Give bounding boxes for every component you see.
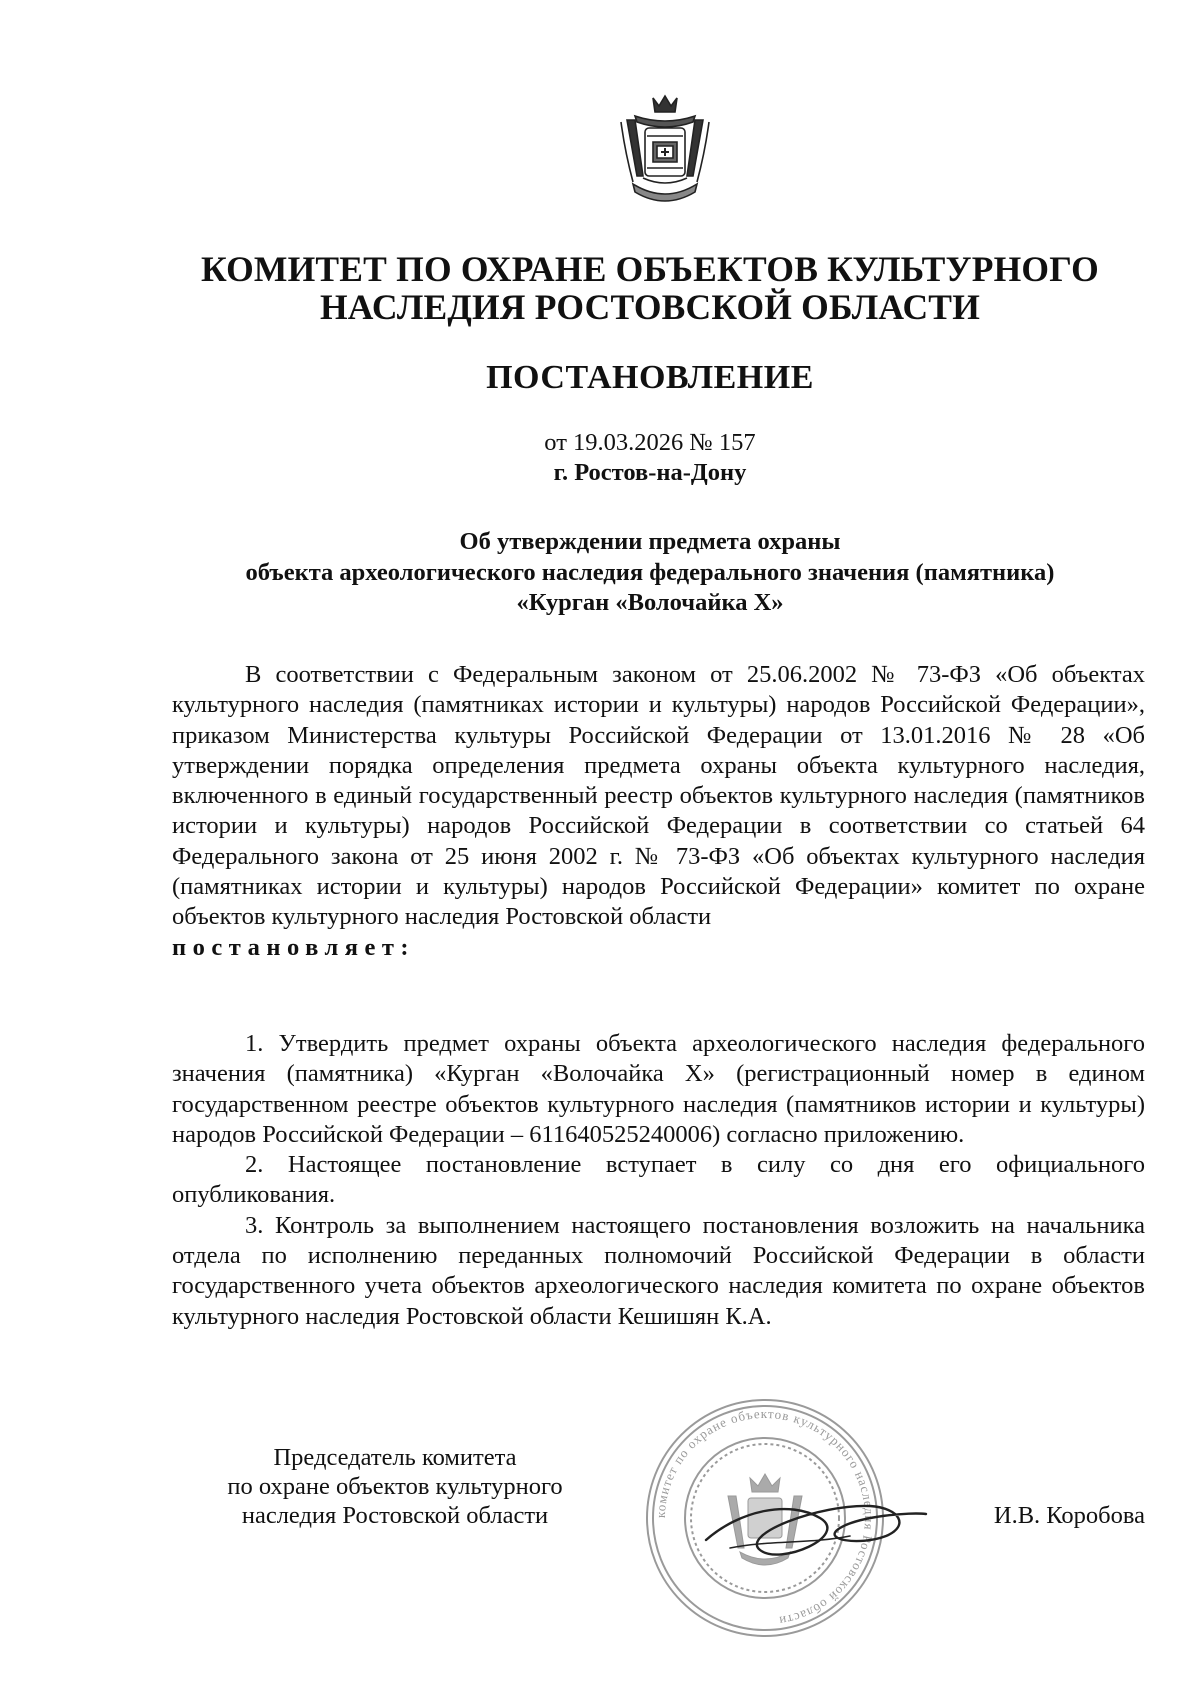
- resolution-items: [172, 1029, 1145, 1332]
- subject-line1: Об утверждении предмета охраны: [459, 528, 841, 555]
- handwritten-signature-icon: [700, 1470, 930, 1580]
- preamble-text: В соответствии с Федеральным законом от 25.06.2002 № 73-ФЗ «Об объектах культурного наследия (памятниках истории и культуры) народов Российской Федерации», приказом Министерства культуры Российской Федерации от 13.01.2016 № 28 «Об утверждении порядка определения предмета охраны объекта культурного наследия, включенного в единый государственный реестр объектов культурного наследия (памятников истории и культуры) народов Российской Федерации в соответствии со статьей 64 Федерального закона от 25 июня 2002 г. № 73-ФЗ «Об объектах культурного наследия (памятниках истории и культуры) народов Российской Федерации» комитет по охране объектов культурного наследия Ростовской области: [172, 661, 1145, 931]
- signatory-name: И.В. Коробова: [993, 1502, 1145, 1529]
- subject-line3: «Курган «Волочайка X»: [516, 589, 784, 616]
- seal-text: комитет по охране объектов культурного наследия Ростовской области: [652, 1405, 878, 1630]
- committee-name: [150, 250, 1150, 326]
- preamble: [172, 660, 1145, 963]
- coat-of-arms-icon: [613, 92, 717, 214]
- subject-line2: объекта археологического наследия федерального значения (памятника): [245, 558, 1055, 586]
- document-date-number: от 19.03.2026 № 157: [544, 429, 756, 456]
- document-type: ПОСТАНОВЛЕНИЕ: [486, 359, 814, 396]
- resolves-word: постановляет:: [172, 933, 416, 961]
- resolution-item-3: 3. Контроль за выполнением настоящего постановления возложить на начальника отдела по исполнению переданных полномочий Российской Федерации в области государственного учета объектов археологического наследия комитета по охране объектов культурного наследия Ростовской области Кешишян К.А.: [172, 1211, 1145, 1330]
- committee-name-line2: НАСЛЕДИЯ РОСТОВСКОЙ ОБЛАСТИ: [319, 287, 981, 327]
- signatory-position-line2: по охране объектов культурного: [227, 1473, 563, 1500]
- resolution-item-2: 2. Настоящее постановление вступает в силу со дня его официального опубликования.: [172, 1151, 1145, 1209]
- signatory-position-line1: Председатель комитета: [273, 1444, 517, 1471]
- resolution-item-1: 1. Утвердить предмет охраны объекта археологического наследия федерального значения (памятника) «Курган «Волочайка X» (регистрационный номер в едином государственном реестре объектов культурного наследия (памятников истории и культуры) народов Российской Федерации – 611640525240006) согласно приложению.: [172, 1030, 1145, 1148]
- document-subject: [150, 527, 1150, 619]
- signatory-position: [175, 1443, 615, 1530]
- signatory-position-line3: наследия Ростовской области: [241, 1502, 549, 1529]
- document-city: г. Ростов-на-Дону: [553, 459, 747, 486]
- committee-name-line1: КОМИТЕТ ПО ОХРАНЕ ОБЪЕКТОВ КУЛЬТУРНОГО: [201, 249, 1099, 289]
